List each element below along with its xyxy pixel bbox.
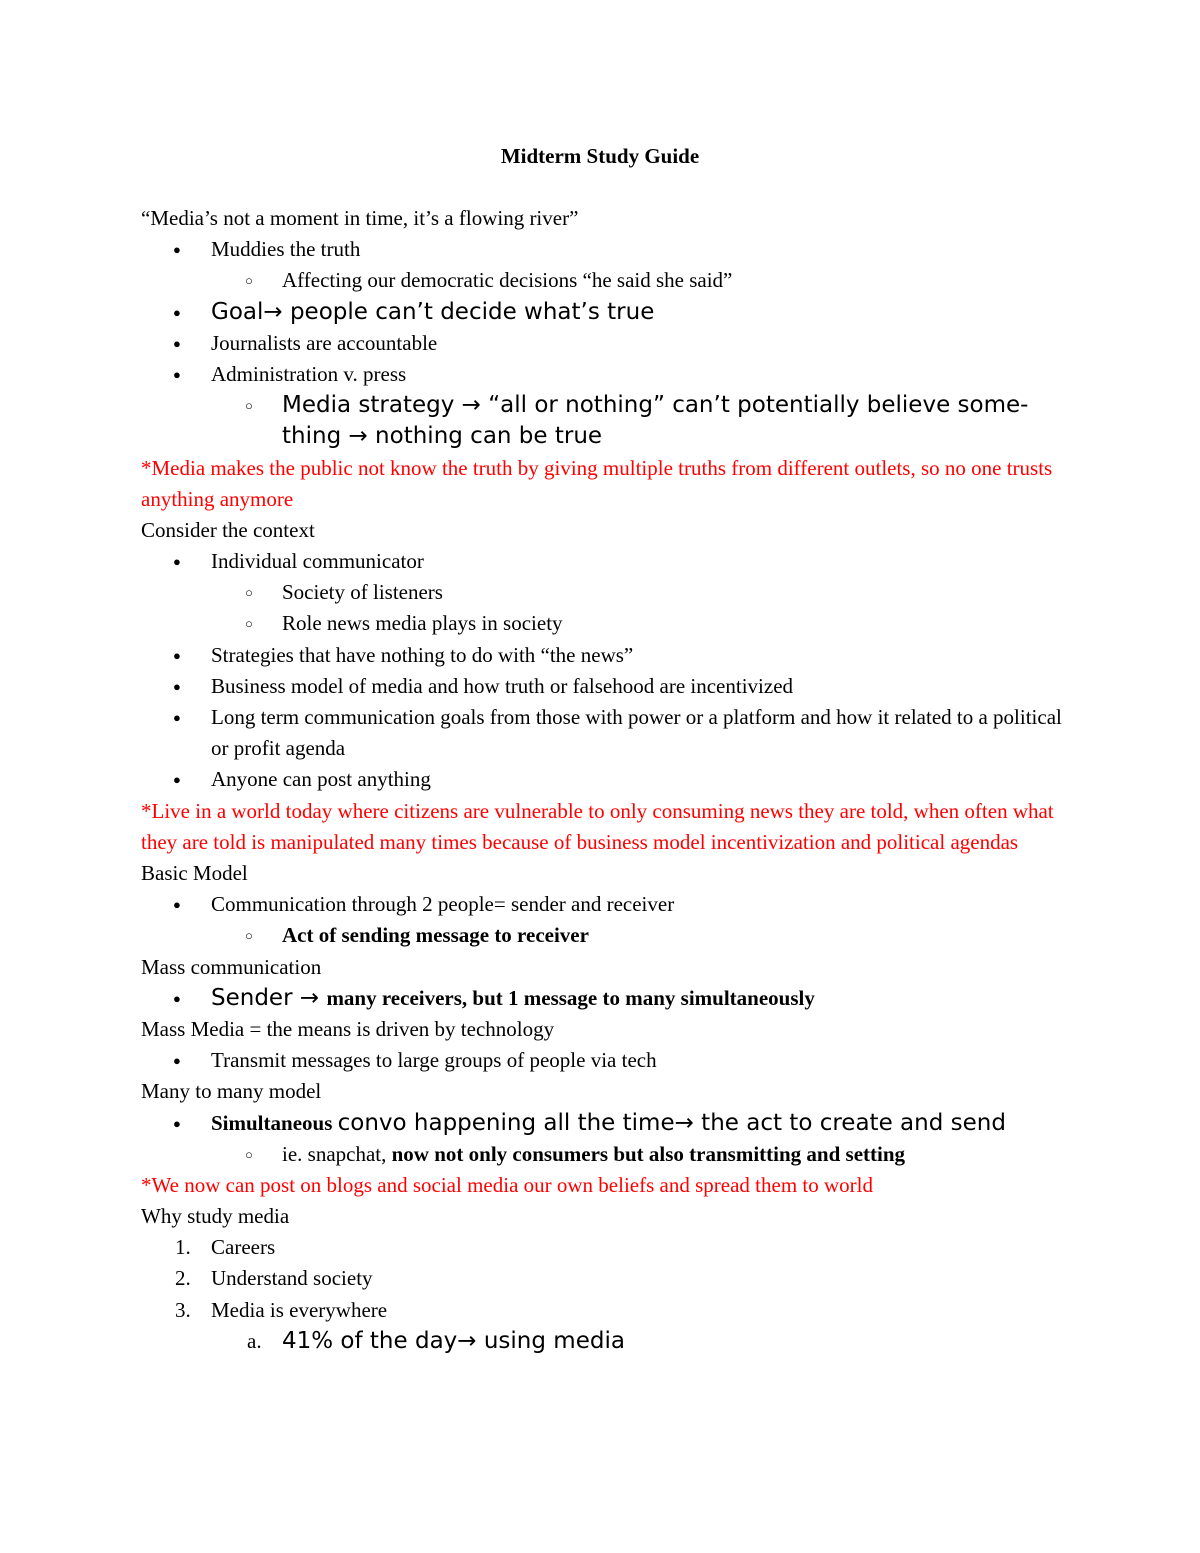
red-note: *Media makes the public not know the truth by giving multiple truths from different outlets, so no one trusts anything anymore [141,455,1053,511]
bullet-icon: ● [173,304,181,320]
list-item [141,702,1081,764]
list-item-text: Muddies the truth [211,237,361,262]
circle-bullet-icon: ○ [245,585,253,601]
section-heading: Why study media [141,1204,290,1229]
section-heading: Basic Model [141,861,248,886]
list-subitem [141,608,1081,639]
list-item-text: Anyone can post anything [211,767,431,792]
list-item-text-part: many receivers, but 1 message to many simultaneously [326,985,815,1010]
section-heading: Mass communication [141,954,322,979]
list-number: 2. [175,1266,191,1291]
circle-bullet-icon: ○ [245,1146,253,1162]
section-heading: Mass Media = the means is driven by technology [141,1016,555,1041]
red-note: *Live in a world today where citizens are vulnerable to only consuming news they are told, when often what they are told is manipulated many times because of business model incentivization and political agendas [141,798,1054,854]
list-item-text-part: Simultaneous [211,1110,338,1135]
list-item-text: Strategies that have nothing to do with “the news” [211,642,634,667]
list-item [141,234,1081,265]
list-item [141,1045,1081,1076]
list-item-text: Transmit messages to large groups of people via tech [211,1048,657,1073]
section-heading: Many to many model [141,1079,322,1104]
list-number: 3. [175,1297,191,1322]
red-note: *We now can post on blogs and social media our own beliefs and spread them to world [141,1172,873,1197]
list-item [141,889,1081,920]
bullet-icon: ● [173,678,181,694]
list-item-text: Role news media plays in society [282,611,563,636]
list-item-text: Communication through 2 people= sender and receiver [211,892,675,917]
list-item-text: Business model of media and how truth or falsehood are incentivized [211,673,794,698]
list-item-text: thing → nothing can be true [282,423,603,450]
list-item [141,671,1081,702]
page-title: Midterm Study Guide [500,144,700,168]
list-item [141,328,1081,359]
list-item [141,1108,1081,1139]
bullet-icon: ● [173,1053,181,1069]
section-heading: Consider the context [141,517,315,542]
circle-bullet-icon: ○ [245,616,253,632]
list-subitem [141,1139,1081,1170]
list-subitem-continuation [141,421,1081,452]
bullet-icon: ● [173,897,181,913]
list-item-text: Society of listeners [282,580,443,605]
list-item-text-part: convo happening all the time→ the act to create and send [337,1109,1006,1136]
bullet-icon: ● [173,772,181,788]
list-item [141,983,1081,1014]
bullet-icon: ● [173,335,181,351]
bullet-icon: ● [173,554,181,570]
list-item-text: Media strategy → “all or nothing” can’t potentially believe some- [282,392,1029,419]
bullet-icon: ● [173,647,181,663]
list-item-text: Act of sending message to receiver [282,923,589,948]
numbered-item [141,1232,1081,1263]
circle-bullet-icon: ○ [245,398,253,414]
list-item [141,297,1081,328]
bullet-icon: ● [173,1115,181,1131]
list-item-text: Journalists are accountable [211,330,438,355]
bullet-icon: ● [173,710,181,726]
circle-bullet-icon: ○ [245,273,253,289]
bullet-icon: ● [173,242,181,258]
list-item-text: Long term communication goals from those with power or a platform and how it related to a political or profit agenda [211,705,1062,761]
list-item [141,359,1081,390]
numbered-item [141,1295,1081,1326]
list-item-text-part: now not only consumers but also transmitting and setting [391,1141,906,1166]
list-item-text: Individual communicator [211,549,424,574]
numbered-item [141,1263,1081,1294]
list-letter: a. [247,1328,262,1353]
circle-bullet-icon: ○ [245,928,253,944]
list-subitem [141,577,1081,608]
list-item-text: Goal→ people can’t decide what’s true [211,298,655,325]
lettered-subitem [141,1326,1081,1357]
list-item-text: Affecting our democratic decisions “he said she said” [282,268,733,293]
list-item-text: 41% of the day→ using media [282,1327,625,1354]
list-item-text-part: ie. snapchat, [282,1141,392,1166]
bullet-icon: ● [173,366,181,382]
list-item [141,764,1081,795]
list-subitem [141,390,1081,421]
list-subitem [141,920,1081,951]
list-number: 1. [175,1235,191,1260]
quote-heading: “Media’s not a moment in time, it’s a flowing river” [141,206,579,230]
list-item [141,640,1081,671]
list-item-text: Administration v. press [211,361,407,386]
list-item-text-part: Sender → [211,984,327,1011]
document-body [141,203,1081,1357]
list-item-text: Media is everywhere [211,1297,388,1322]
list-item [141,546,1081,577]
list-item-text: Careers [211,1235,276,1260]
list-subitem [141,265,1081,296]
bullet-icon: ● [173,990,181,1006]
list-item-text: Understand society [211,1266,373,1291]
